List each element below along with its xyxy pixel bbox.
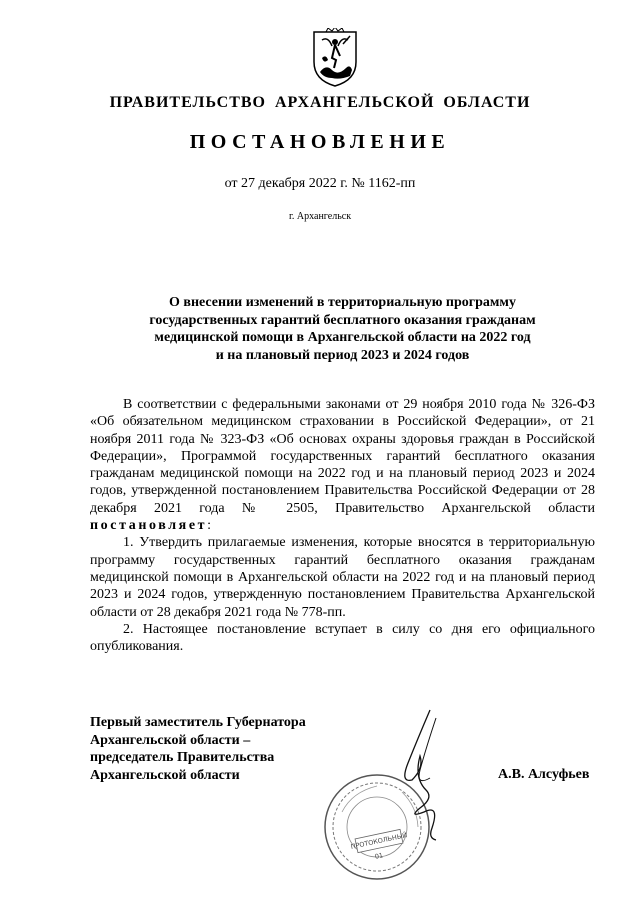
item-1-paragraph: 1. Утвердить прилагаемые изменения, которые вносятся в территориальную программу государственных гарантий бесплатного оказания гражданам медицинской помощи в Архангельской области на 2022 год и на плановый период 2023 и 2024 годов, утвержденную постановлением Правительства Архангельской области от 28 декабря 2021 года № 778-пп. [90, 535, 595, 620]
signer-title-line: председатель Правительства [90, 750, 275, 765]
heading-line: и на плановый период 2023 и 2024 годов [215, 347, 470, 363]
signer-title-line: Архангельской области – [90, 732, 251, 748]
heading-line: государственных гарантий бесплатного оказания гражданам [149, 312, 536, 328]
seal-label: ПРОТОКОЛЬНЫЙ [350, 831, 408, 851]
preamble-text: В соответствии с федеральными законами от 29 ноября 2010 года № 326-ФЗ «Об обязательном медицинском страховании в Российской Федерации», от 21 ноября 2011 года № 323-ФЗ «Об основах охраны здоровья граждан в Российской Федерации», Программой государственных гарантий бесплатного оказания гражданам медицинской помощи на 2022 год и на плановый период 2023 и 2024 годов, утвержденной постановлением Правительства Российской Федерации от 28 декабря 2021 года № 2505, Правительство Архангельской области [90, 397, 595, 516]
signer-title-line: Архангельской области [90, 767, 240, 783]
handwritten-signature-icon [390, 708, 450, 843]
arkhangelsk-coat-of-arms-icon [310, 28, 360, 88]
preamble-decision-word: постановляет [90, 518, 208, 534]
seal-number: 01 [374, 851, 384, 861]
item-2-paragraph: 2. Настоящее постановление вступает в силу со дня его официального опубликования. [90, 621, 595, 655]
doc-heading [90, 294, 595, 364]
signer-title-line: Первый заместитель Губернатора [90, 715, 306, 730]
doc-type-title: ПОСТАНОВЛЕНИЕ [189, 131, 451, 153]
preamble-end: : [207, 518, 212, 534]
heading-line: О внесении изменений в территориальную программу [169, 295, 516, 310]
doc-place: г. Архангельск [288, 211, 352, 222]
org-title: ПРАВИТЕЛЬСТВО АРХАНГЕЛЬСКОЙ ОБЛАСТИ [109, 94, 531, 111]
preamble-paragraph [90, 396, 595, 534]
doc-date-number: от 27 декабря 2022 г. № 1162-пп [224, 176, 416, 191]
signer-name: А.В. Алсуфьев [498, 767, 590, 782]
doc-body [90, 396, 595, 655]
signer-title [90, 714, 306, 784]
heading-line: медицинской помощи в Архангельской области на 2022 год [154, 330, 531, 345]
